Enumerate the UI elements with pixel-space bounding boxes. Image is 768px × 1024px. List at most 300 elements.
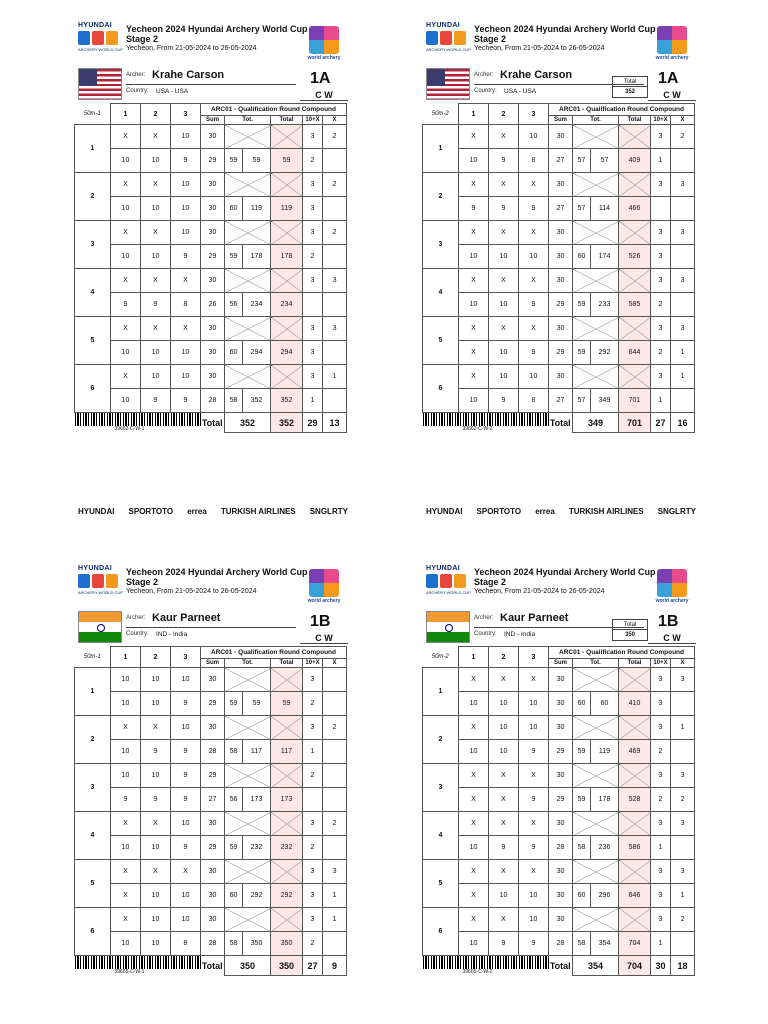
total-x: 16 xyxy=(671,413,695,433)
end-sum-cell: 60 xyxy=(225,341,243,365)
target-number: 1B xyxy=(658,613,679,630)
tot-header: Tot. xyxy=(225,659,271,668)
tenx-cell: 2 xyxy=(303,836,323,860)
score-cell: 10 xyxy=(141,197,171,221)
end-number: 5 xyxy=(423,317,459,365)
end-number: 1 xyxy=(75,668,111,716)
x-cell: 3 xyxy=(323,860,347,884)
event-info xyxy=(474,24,656,54)
flag-emblem xyxy=(79,69,97,86)
x-header: X xyxy=(671,116,695,125)
score-cell: 10 xyxy=(171,197,201,221)
end-sum-cell: 57 xyxy=(573,197,591,221)
running-tot-cell: 352 xyxy=(243,389,271,413)
x-cell xyxy=(671,293,695,317)
x-cell xyxy=(323,932,347,956)
end-sum-cell: 59 xyxy=(225,245,243,269)
score-cell: 10 xyxy=(459,389,489,413)
flag-emblem xyxy=(445,624,453,632)
score-cell: X xyxy=(141,173,171,197)
score-cell: X xyxy=(141,269,171,293)
tenx-cell: 1 xyxy=(651,389,671,413)
tenx-header: 10+X xyxy=(651,659,671,668)
score-cell: 29 xyxy=(549,293,573,317)
event-venue: Yecheon, From 21-05-2024 to 26-05-2024 xyxy=(126,45,257,52)
empty-total-cell xyxy=(271,716,303,740)
x-cell xyxy=(323,836,347,860)
score-cell: X xyxy=(489,788,519,812)
total-total: 701 xyxy=(619,413,651,433)
empty-cell xyxy=(573,317,619,341)
score-cell: 8 xyxy=(519,389,549,413)
score-cell: 10 xyxy=(171,341,201,365)
target-number: 1A xyxy=(658,70,679,87)
score-cell: 30 xyxy=(201,269,225,293)
end-number: 5 xyxy=(75,860,111,908)
running-total-cell: 352 xyxy=(271,389,303,413)
end-sum-cell: 59 xyxy=(225,836,243,860)
score-cell: 10 xyxy=(141,149,171,173)
score-cell: 10 xyxy=(459,245,489,269)
divider xyxy=(126,84,296,85)
tenx-cell: 3 xyxy=(651,221,671,245)
end-number: 4 xyxy=(423,812,459,860)
score-cell: X xyxy=(111,125,141,149)
world-archery-logo xyxy=(306,26,342,66)
empty-total-cell xyxy=(619,860,651,884)
round-title: ARC01 - Qualification Round Compound xyxy=(201,647,347,659)
running-total-cell: 119 xyxy=(271,197,303,221)
country-label: Country: xyxy=(474,88,497,94)
target-number: 1A xyxy=(310,70,331,87)
score-cell: 10 xyxy=(111,668,141,692)
logo-text: HYUNDAI xyxy=(426,22,460,29)
empty-cell xyxy=(225,365,271,389)
empty-cell xyxy=(573,812,619,836)
running-tot-cell: 173 xyxy=(243,788,271,812)
x-cell: 3 xyxy=(671,173,695,197)
end-sum-cell: 58 xyxy=(573,932,591,956)
tenx-cell: 3 xyxy=(303,668,323,692)
x-cell: 1 xyxy=(323,908,347,932)
end-number: 2 xyxy=(75,173,111,221)
round-title: ARC01 - Qualification Round Compound xyxy=(549,104,695,116)
distance-label: 50m-1 xyxy=(83,653,101,660)
empty-total-cell xyxy=(619,365,651,389)
end-sum-cell: 58 xyxy=(225,932,243,956)
event-stage: Stage 2 xyxy=(474,34,507,44)
score-cell: 30 xyxy=(201,365,225,389)
running-total-cell: 294 xyxy=(271,341,303,365)
world-archery-logo xyxy=(654,26,690,66)
end-number: 6 xyxy=(423,908,459,956)
distance-label: 50m-2 xyxy=(431,110,449,117)
total-header: Total xyxy=(619,659,651,668)
score-cell: 30 xyxy=(549,365,573,389)
archer-label: Archer: xyxy=(126,615,146,621)
score-cell: 10 xyxy=(489,740,519,764)
x-cell: 3 xyxy=(671,221,695,245)
country-label: Country: xyxy=(126,88,149,94)
tenx-cell: 3 xyxy=(651,884,671,908)
archer-row xyxy=(78,68,348,102)
tenx-cell: 2 xyxy=(303,245,323,269)
score-cell: 30 xyxy=(549,125,573,149)
tenx-cell: 3 xyxy=(303,173,323,197)
score-cell: 10 xyxy=(489,884,519,908)
x-cell xyxy=(323,293,347,317)
score-cell: 9 xyxy=(111,293,141,317)
total-header: Total xyxy=(271,116,303,125)
world-archery-icon xyxy=(309,569,339,597)
tenx-cell: 3 xyxy=(303,125,323,149)
tenx-cell: 2 xyxy=(303,692,323,716)
world-archery-text: world archery xyxy=(655,55,689,61)
empty-cell xyxy=(573,269,619,293)
total-tenx: 29 xyxy=(303,413,323,433)
arrow-column-1: 1 xyxy=(111,647,141,668)
barcode xyxy=(423,413,549,433)
event-venue: Yecheon, From 21-05-2024 to 26-05-2024 xyxy=(474,588,605,595)
tenx-header: 10+X xyxy=(651,116,671,125)
tenx-cell xyxy=(651,197,671,221)
x-cell: 3 xyxy=(671,668,695,692)
score-cell: 9 xyxy=(489,932,519,956)
logo-text: HYUNDAI xyxy=(78,22,112,29)
total-tot: 352 xyxy=(225,413,271,433)
score-cell: 10 xyxy=(141,341,171,365)
score-cell: 9 xyxy=(171,836,201,860)
end-sum-cell: 56 xyxy=(225,293,243,317)
tenx-cell: 2 xyxy=(303,764,323,788)
score-cell: 10 xyxy=(519,716,549,740)
logo-graphic xyxy=(426,31,470,45)
event-header xyxy=(78,22,348,66)
india-flag-icon xyxy=(78,611,122,643)
score-cell: 10 xyxy=(519,365,549,389)
running-total-cell: 410 xyxy=(619,692,651,716)
end-sum-cell: 58 xyxy=(225,389,243,413)
score-cell: 8 xyxy=(171,293,201,317)
total-tot: 350 xyxy=(225,956,271,976)
empty-total-cell xyxy=(271,269,303,293)
arrow-column-3: 3 xyxy=(171,647,201,668)
x-cell: 3 xyxy=(671,269,695,293)
score-cell: 9 xyxy=(489,197,519,221)
x-cell xyxy=(323,389,347,413)
country-label: Country: xyxy=(126,631,149,637)
score-cell: 10 xyxy=(519,908,549,932)
end-sum-cell: 60 xyxy=(573,245,591,269)
score-cell: 10 xyxy=(489,293,519,317)
sponsor-logo: HYUNDAI xyxy=(78,506,115,516)
tot-header: Tot. xyxy=(573,116,619,125)
end-sum-cell: 58 xyxy=(573,836,591,860)
x-cell xyxy=(671,197,695,221)
score-cell: X xyxy=(141,221,171,245)
total-label: Total xyxy=(201,960,223,971)
score-cell: 27 xyxy=(549,389,573,413)
score-cell: X xyxy=(111,716,141,740)
event-stage: Stage 2 xyxy=(126,34,159,44)
score-cell: 29 xyxy=(201,764,225,788)
total-total: 704 xyxy=(619,956,651,976)
score-cell: X xyxy=(141,812,171,836)
tenx-cell: 3 xyxy=(651,173,671,197)
total-total: 352 xyxy=(271,413,303,433)
tenx-cell: 3 xyxy=(303,365,323,389)
score-cell: X xyxy=(459,908,489,932)
x-cell xyxy=(671,389,695,413)
x-cell: 2 xyxy=(323,173,347,197)
score-cell: 10 xyxy=(111,740,141,764)
score-cell: X xyxy=(111,365,141,389)
x-cell xyxy=(671,149,695,173)
score-cell: 30 xyxy=(549,668,573,692)
x-cell: 2 xyxy=(323,125,347,149)
score-cell: X xyxy=(459,269,489,293)
score-cell: 8 xyxy=(519,149,549,173)
running-tot-cell: 178 xyxy=(591,788,619,812)
score-cell: X xyxy=(141,860,171,884)
event-venue: Yecheon, From 21-05-2024 to 26-05-2024 xyxy=(474,45,605,52)
arrow-column-1: 1 xyxy=(459,104,489,125)
flag-emblem xyxy=(427,69,445,86)
empty-total-cell xyxy=(619,317,651,341)
sponsor-logo: SNGLRTY xyxy=(309,506,348,516)
logo-graphic xyxy=(78,574,122,588)
tenx-cell: 3 xyxy=(651,860,671,884)
logo-graphic xyxy=(426,574,470,588)
running-total-cell: 644 xyxy=(619,341,651,365)
running-tot-cell: 57 xyxy=(591,149,619,173)
x-cell xyxy=(323,668,347,692)
world-archery-icon xyxy=(309,26,339,54)
score-cell: X xyxy=(519,221,549,245)
score-table xyxy=(422,103,695,433)
score-table xyxy=(74,103,347,433)
tenx-cell: 1 xyxy=(651,932,671,956)
score-cell: 9 xyxy=(171,692,201,716)
target-number: 1B xyxy=(310,613,331,630)
score-cell: 26 xyxy=(201,293,225,317)
tenx-cell: 1 xyxy=(651,149,671,173)
previous-total-value: 350 xyxy=(624,632,635,638)
score-cell: 30 xyxy=(201,317,225,341)
score-cell: X xyxy=(459,668,489,692)
score-cell: X xyxy=(459,173,489,197)
score-cell: X xyxy=(489,908,519,932)
event-stage: Stage 2 xyxy=(474,577,507,587)
score-cell: 30 xyxy=(549,317,573,341)
tenx-cell: 3 xyxy=(651,245,671,269)
event-title: Yecheon 2024 Hyundai Archery World Cup xyxy=(474,567,656,577)
barcode xyxy=(75,956,201,976)
score-cell: X xyxy=(459,764,489,788)
running-tot-cell: 60 xyxy=(591,692,619,716)
end-number: 4 xyxy=(75,812,111,860)
end-number: 1 xyxy=(423,125,459,173)
barcode-text: 39662-C-W-2 xyxy=(462,426,493,432)
end-number: 5 xyxy=(423,860,459,908)
flag-emblem xyxy=(97,624,105,632)
x-cell: 1 xyxy=(671,341,695,365)
running-tot-cell: 119 xyxy=(591,740,619,764)
x-cell: 1 xyxy=(323,365,347,389)
x-header: X xyxy=(323,659,347,668)
tenx-cell: 3 xyxy=(651,317,671,341)
tenx-cell: 3 xyxy=(651,692,671,716)
hyundai-world-cup-logo xyxy=(426,565,470,609)
empty-total-cell xyxy=(271,668,303,692)
end-sum-cell: 60 xyxy=(573,692,591,716)
tenx-cell: 2 xyxy=(651,341,671,365)
barcode-bars xyxy=(75,413,201,426)
score-cell: X xyxy=(171,269,201,293)
end-number: 3 xyxy=(75,764,111,812)
score-cell: X xyxy=(459,884,489,908)
sum-header: Sum xyxy=(549,659,573,668)
score-cell: 9 xyxy=(519,197,549,221)
end-number: 6 xyxy=(75,908,111,956)
score-cell: 9 xyxy=(111,788,141,812)
running-total-cell: 466 xyxy=(619,197,651,221)
score-cell: X xyxy=(489,812,519,836)
score-cell: 27 xyxy=(549,197,573,221)
tenx-cell xyxy=(303,788,323,812)
total-tot: 354 xyxy=(573,956,619,976)
x-cell: 3 xyxy=(323,317,347,341)
score-cell: 10 xyxy=(171,221,201,245)
tenx-cell: 3 xyxy=(303,317,323,341)
logo-text: HYUNDAI xyxy=(426,565,460,572)
empty-cell xyxy=(225,173,271,197)
score-cell: 30 xyxy=(201,716,225,740)
total-tenx: 27 xyxy=(303,956,323,976)
empty-total-cell xyxy=(271,173,303,197)
x-cell: 1 xyxy=(323,884,347,908)
archer-row xyxy=(426,611,696,645)
total-label: Total xyxy=(549,960,571,971)
score-cell: 10 xyxy=(459,836,489,860)
score-cell: 29 xyxy=(549,341,573,365)
end-sum-cell: 60 xyxy=(225,884,243,908)
score-cell: X xyxy=(141,125,171,149)
x-cell xyxy=(671,932,695,956)
tenx-cell xyxy=(303,293,323,317)
score-cell: 9 xyxy=(489,389,519,413)
score-cell: 10 xyxy=(141,692,171,716)
score-cell: 10 xyxy=(141,245,171,269)
tenx-cell: 3 xyxy=(651,764,671,788)
running-tot-cell: 114 xyxy=(591,197,619,221)
score-cell: 10 xyxy=(141,932,171,956)
event-title: Yecheon 2024 Hyundai Archery World Cup xyxy=(126,567,308,577)
score-cell: 30 xyxy=(201,812,225,836)
total-tot: 349 xyxy=(573,413,619,433)
empty-cell xyxy=(225,716,271,740)
score-cell: 9 xyxy=(141,788,171,812)
empty-cell xyxy=(573,221,619,245)
us-flag-icon xyxy=(78,68,122,100)
end-number: 2 xyxy=(423,716,459,764)
tenx-cell: 2 xyxy=(303,149,323,173)
score-cell: 30 xyxy=(549,908,573,932)
running-total-cell: 586 xyxy=(619,836,651,860)
empty-total-cell xyxy=(271,764,303,788)
sum-header: Sum xyxy=(201,116,225,125)
x-cell: 1 xyxy=(671,884,695,908)
class-code: C W xyxy=(648,90,696,101)
world-archery-text: world archery xyxy=(307,598,341,604)
running-total-cell: 704 xyxy=(619,932,651,956)
country-value: IND - India xyxy=(156,631,188,638)
total-label: Total xyxy=(201,417,223,428)
tenx-cell: 3 xyxy=(651,365,671,389)
score-cell: 28 xyxy=(201,389,225,413)
score-cell: 10 xyxy=(489,365,519,389)
score-cell: 30 xyxy=(549,245,573,269)
score-cell: 30 xyxy=(201,125,225,149)
score-cell: X xyxy=(459,341,489,365)
sum-header: Sum xyxy=(201,659,225,668)
end-sum-cell: 59 xyxy=(225,149,243,173)
running-tot-cell: 119 xyxy=(243,197,271,221)
tenx-cell: 3 xyxy=(651,812,671,836)
score-cell: 10 xyxy=(459,740,489,764)
class-code: C W xyxy=(300,633,348,644)
running-tot-cell: 350 xyxy=(243,932,271,956)
archer-row xyxy=(426,68,696,102)
scorecard xyxy=(348,0,696,516)
empty-cell xyxy=(225,812,271,836)
archer-name: Krahe Carson xyxy=(152,69,225,81)
score-cell: 9 xyxy=(171,245,201,269)
end-number: 3 xyxy=(423,221,459,269)
score-cell: 30 xyxy=(201,173,225,197)
score-cell: 9 xyxy=(141,389,171,413)
empty-total-cell xyxy=(619,668,651,692)
score-cell: X xyxy=(111,173,141,197)
score-cell: 8 xyxy=(171,932,201,956)
end-number: 2 xyxy=(75,716,111,764)
score-cell: 9 xyxy=(141,293,171,317)
country-value: USA - USA xyxy=(156,88,189,95)
empty-cell xyxy=(225,125,271,149)
empty-total-cell xyxy=(619,812,651,836)
end-number: 1 xyxy=(423,668,459,716)
score-cell: 9 xyxy=(171,764,201,788)
score-cell: 9 xyxy=(519,341,549,365)
tenx-cell: 1 xyxy=(303,389,323,413)
event-info xyxy=(126,24,308,54)
empty-total-cell xyxy=(619,125,651,149)
logo-subtext: ARCHERY WORLD CUP xyxy=(426,590,471,595)
class-code: C W xyxy=(300,90,348,101)
end-sum-cell: 59 xyxy=(573,293,591,317)
score-cell: 30 xyxy=(549,884,573,908)
score-cell: 9 xyxy=(519,836,549,860)
tenx-cell: 3 xyxy=(651,125,671,149)
tenx-cell: 2 xyxy=(303,932,323,956)
score-cell: 10 xyxy=(111,245,141,269)
tenx-cell: 3 xyxy=(303,884,323,908)
total-tenx: 30 xyxy=(651,956,671,976)
arrow-column-2: 2 xyxy=(141,647,171,668)
x-cell xyxy=(323,341,347,365)
tenx-cell: 2 xyxy=(651,788,671,812)
score-cell: 10 xyxy=(171,668,201,692)
